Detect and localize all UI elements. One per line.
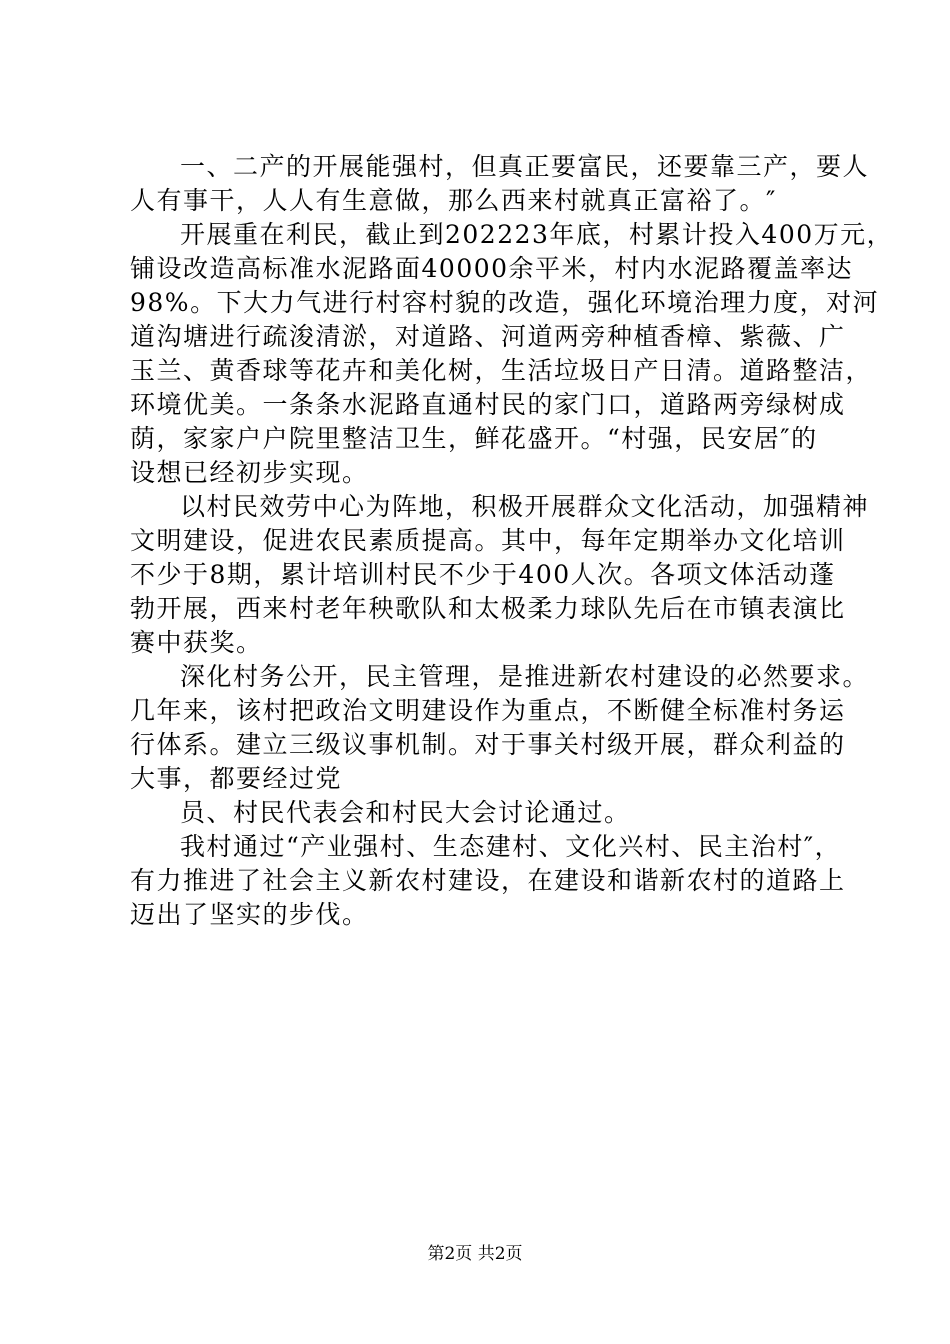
- text-line: 行体系。建立三级议事机制。对于事关村级开展，群众利益的: [130, 730, 846, 759]
- text-line: 有力推进了社会主义新农村建设，在建设和谐新农村的道路上: [130, 866, 846, 895]
- text-line: 赛中获奖。: [130, 628, 263, 657]
- text-line: 员、村民代表会和村民大会讨论通过。: [180, 798, 631, 827]
- text-line: 荫，家家户户院里整洁卫生，鲜花盛开。“村强，民安居″的: [130, 424, 818, 453]
- text-line: 环境优美。一条条水泥路直通村民的家门口，道路两旁绿树成: [130, 390, 846, 419]
- text-line: 不少于8期，累计培训村民不少于400人次。各项文体活动蓬: [130, 560, 836, 589]
- text-line: 人有事干，人人有生意做，那么西来村就真正富裕了。″: [130, 186, 777, 215]
- text-line: 设想已经初步实现。: [130, 458, 369, 487]
- text-line: 98%。下大力气进行村容村貌的改造，强化环境治理力度，对河: [130, 288, 880, 317]
- text-line: 迈出了坚实的步伐。: [130, 900, 369, 929]
- document-body: [130, 150, 894, 932]
- text-line: 以村民效劳中心为阵地，积极开展群众文化活动，加强精神: [180, 492, 870, 521]
- text-line: 深化村务公开，民主管理，是推进新农村建设的必然要求。: [180, 662, 870, 691]
- text-line: 文明建设，促进农民素质提高。其中，每年定期举办文化培训: [130, 526, 846, 555]
- text-line: 几年来，该村把政治文明建设作为重点，不断健全标准村务运: [130, 696, 846, 725]
- text-line: 玉兰、黄香球等花卉和美化树，生活垃圾日产日清。道路整洁，: [130, 356, 873, 385]
- text-line: 道沟塘进行疏浚清淤，对道路、河道两旁种植香樟、紫薇、广: [130, 322, 846, 351]
- text-line: 勃开展，西来村老年秧歌队和太极柔力球队先后在市镇表演比: [130, 594, 846, 623]
- text-line: 我村通过“产业强村、生态建村、文化兴村、民主治村″，: [180, 832, 842, 861]
- page-number-label: 第2页 共2页: [427, 1244, 523, 1264]
- text-line: 一、二产的开展能强村，但真正要富民，还要靠三产，要人: [180, 152, 870, 181]
- text-line: 大事，都要经过党: [130, 764, 343, 793]
- page-footer: [0, 1244, 950, 1264]
- text-line: 开展重在利民，截止到202223年底，村累计投入400万元，: [180, 220, 894, 249]
- text-line: 铺设改造高标准水泥路面40000余平米，村内水泥路覆盖率达: [130, 254, 854, 283]
